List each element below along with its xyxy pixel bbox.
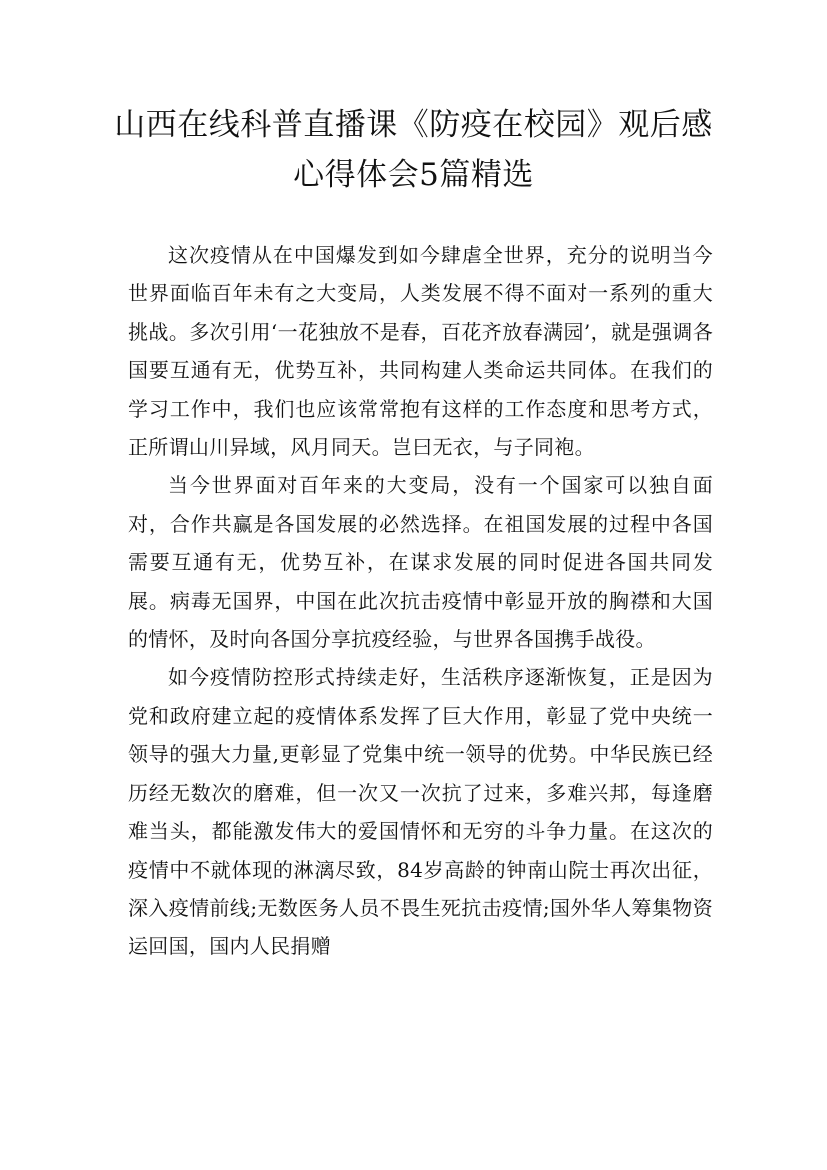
paragraph: 这次疫情从在中国爆发到如今肆虐全世界，充分的说明当今世界面临百年未有之大变局，人类发展不得不面对一系列的重大挑战。多次引用‘一花独放不是春，百花齐放春满园’，就是强调各国要互通有无，优势互补，共同构建人类命运共同体。在我们的学习工作中，我们也应该常常抱有这样的工作态度和思考方式，正所谓山川异域，风月同天。岂曰无衣，与子同袍。: [128, 243, 713, 460]
document-title: 山西在线科普直播课《防疫在校园》观后感心得体会5篇精选: [114, 107, 713, 193]
document-body: [128, 236, 713, 966]
paragraph: 当今世界面对百年来的大变局，没有一个国家可以独自面对，合作共赢是各国发展的必然选择。在祖国发展的过程中各国需要互通有无，优势互补，在谋求发展的同时促进各国共同发展。病毒无国界，中国在此次抗击疫情中彰显开放的胸襟和大国的情怀，及时向各国分享抗疫经验，与世界各国携手战役。: [128, 473, 713, 652]
paragraph: 如今疫情防控形式持续走好，生活秩序逐渐恢复，正是因为党和政府建立起的疫情体系发挥了巨大作用，彰显了党中央统一领导的强大力量,更彰显了党集中统一领导的优势。中华民族已经历经无数次的磨难，但一次又一次抗了过来，多难兴邦，每逢磨难当头，都能激发伟大的爱国情怀和无穷的斗争力量。在这次的疫情中不就体现的淋漓尽致，84岁高龄的钟南山院士再次出征，深入疫情前线;无数医务人员不畏生死抗击疫情;国外华人筹集物资运回国，国内人民捐赠: [128, 665, 713, 959]
